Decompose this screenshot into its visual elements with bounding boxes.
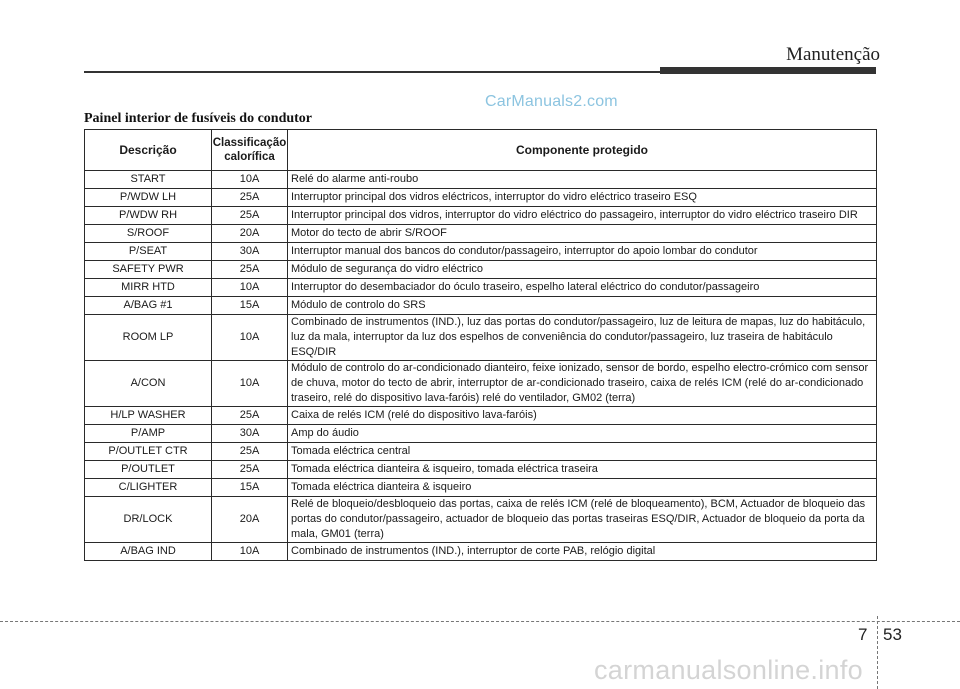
footer-page-separator [877,616,878,689]
fuse-component: Relé do alarme anti-roubo [288,171,877,189]
chapter-number: 7 [858,625,868,644]
fuse-description: A/BAG #1 [85,297,212,315]
column-header-component: Componente protegido [288,130,877,171]
fuse-description: A/BAG IND [85,543,212,561]
fuse-component: Interruptor principal dos vidros eléctricos, interruptor do vidro eléctrico traseiro ESQ [288,189,877,207]
fuse-component: Interruptor principal dos vidros, interruptor do vidro eléctrico do passageiro, interruptor do vidro eléctrico traseiro DIR [288,207,877,225]
fuse-rating: 10A [212,279,288,297]
table-row [85,315,877,361]
fuse-description: P/OUTLET [85,461,212,479]
footer-divider [0,621,960,622]
fuse-component: Relé de bloqueio/desbloqueio das portas, caixa de relés ICM (relé de bloqueamento), BCM, Actuador de bloqueio das portas do condutor/passageiro, actuador de bloqueio das portas traseiras ESQ/DIR, Actuador de bloqueio da porta da mala, GM01 (terra) [288,497,877,543]
fuse-description: MIRR HTD [85,279,212,297]
table-row [85,361,877,407]
fuse-rating: 20A [212,497,288,543]
fuse-component: Caixa de relés ICM (relé do dispositivo lava-faróis) [288,407,877,425]
table-row [85,407,877,425]
fuse-description: P/WDW LH [85,189,212,207]
fuse-component: Interruptor manual dos bancos do condutor/passageiro, interruptor do apoio lombar do condutor [288,243,877,261]
page-number: 53 [883,625,902,644]
table-row [85,225,877,243]
header-rule-accent [660,67,876,74]
fuse-description: A/CON [85,361,212,407]
table-row [85,261,877,279]
fuse-rating: 10A [212,361,288,407]
table-row [85,461,877,479]
fuse-description: DR/LOCK [85,497,212,543]
fuse-component: Tomada eléctrica dianteira & isqueiro [288,479,877,497]
table-row [85,443,877,461]
table-header-row [85,130,877,171]
fuse-component: Módulo de controlo do ar-condicionado dianteiro, feixe ionizado, sensor de bordo, espelho electro-crómico com sensor de chuva, motor do tecto de abrir, interruptor de ar-condicionado traseiro, caixa de relés ICM (relé do ar-condicionado traseiro, relé do dispositivo lava-faróis) relé do ventilador, GM02 (terra) [288,361,877,407]
fuse-rating: 15A [212,479,288,497]
table-row [85,543,877,561]
table-row [85,171,877,189]
fuse-description: P/AMP [85,425,212,443]
column-header-rating-line1: Classificação [212,137,287,149]
fuse-description: C/LIGHTER [85,479,212,497]
fuse-rating: 25A [212,261,288,279]
table-row [85,189,877,207]
column-header-rating-line2: calorífica [224,151,275,163]
table-row [85,243,877,261]
fuse-description: START [85,171,212,189]
fuse-description: SAFETY PWR [85,261,212,279]
column-header-description: Descrição [85,130,212,171]
fuse-rating: 25A [212,461,288,479]
watermark-link[interactable]: CarManuals2.com [485,93,618,110]
fuse-rating: 20A [212,225,288,243]
fuse-rating: 10A [212,543,288,561]
table-row [85,425,877,443]
fuse-rating: 30A [212,425,288,443]
fuse-rating: 15A [212,297,288,315]
page-subtitle: Painel interior de fusíveis do condutor [84,111,313,126]
fuse-rating: 25A [212,189,288,207]
fuse-description: P/WDW RH [85,207,212,225]
fuse-description: P/OUTLET CTR [85,443,212,461]
fuse-description: S/ROOF [85,225,212,243]
fuse-description: ROOM LP [85,315,212,361]
table-row [85,279,877,297]
column-header-rating [212,130,288,171]
table-row [85,207,877,225]
header-rule [84,71,660,73]
table-row [85,297,877,315]
fuse-description: P/SEAT [85,243,212,261]
fuse-description: H/LP WASHER [85,407,212,425]
fuse-rating: 10A [212,315,288,361]
fuse-component: Amp do áudio [288,425,877,443]
fuse-rating: 25A [212,407,288,425]
fuse-table [84,129,877,561]
table-row [85,497,877,543]
section-title: Manutenção [786,44,880,65]
fuse-component: Tomada eléctrica dianteira & isqueiro, tomada eléctrica traseira [288,461,877,479]
fuse-rating: 30A [212,243,288,261]
fuse-component: Tomada eléctrica central [288,443,877,461]
fuse-rating: 25A [212,207,288,225]
fuse-rating: 10A [212,171,288,189]
fuse-rating: 25A [212,443,288,461]
table-row [85,479,877,497]
fuse-component: Motor do tecto de abrir S/ROOF [288,225,877,243]
fuse-component: Módulo de controlo do SRS [288,297,877,315]
fuse-component: Interruptor do desembaciador do óculo traseiro, espelho lateral eléctrico do condutor/passageiro [288,279,877,297]
fuse-component: Módulo de segurança do vidro eléctrico [288,261,877,279]
fuse-component: Combinado de instrumentos (IND.), luz das portas do condutor/passageiro, luz de leitura de mapas, luz do habitáculo, luz da mala, interruptor da luz dos espelhos de conveniência do condutor/passageiro, luz traseira de habitáculo ESQ/DIR [288,315,877,361]
fuse-component: Combinado de instrumentos (IND.), interruptor de corte PAB, relógio digital [288,543,877,561]
site-watermark: carmanualsonline.info [594,655,863,685]
